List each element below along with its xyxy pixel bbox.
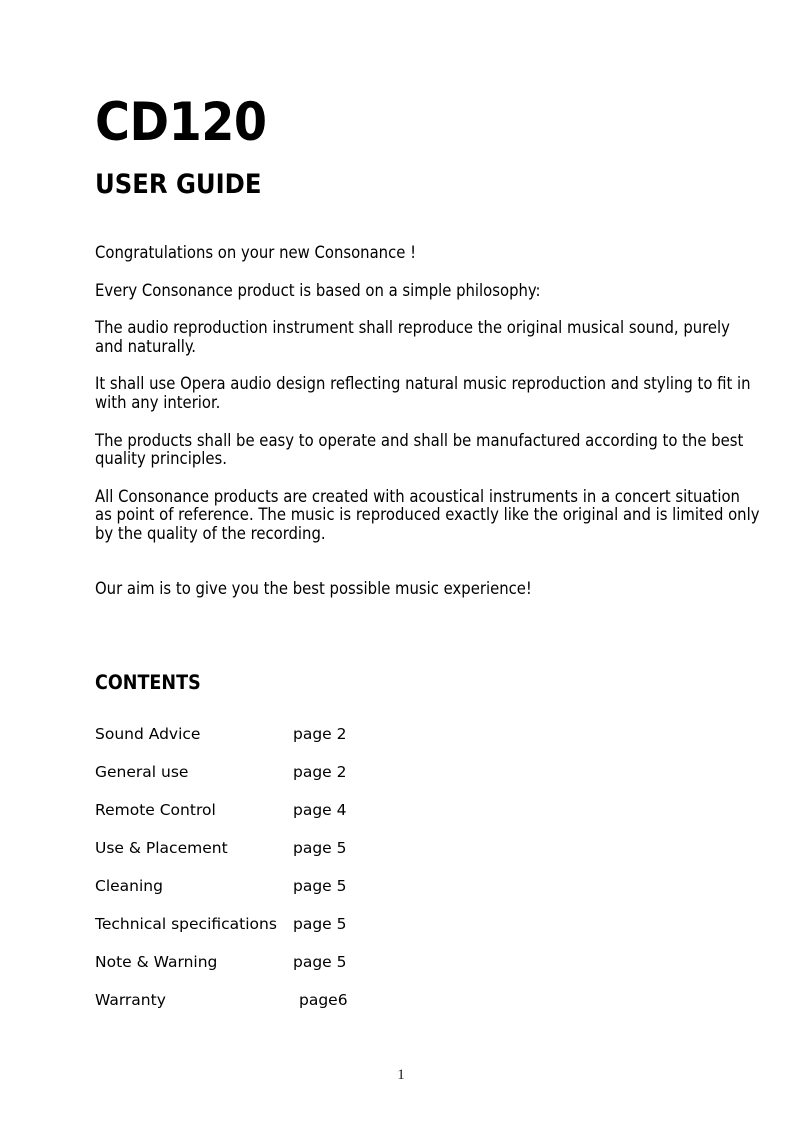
- contents-entry: [95, 905, 760, 943]
- contents-entry-page: page 4: [293, 800, 347, 819]
- footer-page-number: 1: [397, 1067, 405, 1083]
- contents-entry: [95, 943, 760, 981]
- contents-entry: [95, 829, 760, 867]
- contents-entry-page: page 2: [293, 724, 347, 743]
- contents-entry-label: Sound Advice: [95, 724, 201, 743]
- contents-entry: [95, 715, 760, 753]
- intro-paragraph: Congratulations on your new Consonance !: [95, 243, 417, 262]
- contents-entry-label: General use: [95, 762, 189, 781]
- page-title: CD120: [95, 92, 267, 153]
- intro-paragraph: The audio reproduction instrument shall reproduce the original musical sound, purely and naturally.: [95, 318, 730, 356]
- intro-paragraph: The products shall be easy to operate and shall be manufactured according to the best quality principles.: [95, 430, 744, 469]
- contents-entry-label: Note & Warning: [95, 952, 218, 971]
- page-content: [95, 0, 760, 1019]
- intro-closing-paragraph: Our aim is to give you the best possible music experience!: [95, 578, 532, 598]
- intro-section: [95, 198, 760, 598]
- contents-entry-label: Technical specifications: [95, 914, 277, 933]
- contents-list: [95, 693, 760, 1019]
- intro-paragraph: It shall use Opera audio design reflecting natural music reproduction and styling to fit in with any interior.: [95, 374, 751, 412]
- contents-entry-label: Warranty: [95, 990, 166, 1009]
- contents-entry: [95, 981, 760, 1019]
- document-subtitle: USER GUIDE: [95, 169, 262, 200]
- contents-entry: [95, 791, 760, 829]
- contents-entry-page: page 5: [293, 838, 347, 857]
- contents-entry-page: page 5: [293, 952, 347, 971]
- intro-paragraph: Every Consonance product is based on a simple philosophy:: [95, 280, 541, 300]
- contents-entry-label: Cleaning: [95, 876, 163, 895]
- contents-heading: CONTENTS: [95, 671, 201, 695]
- contents-entry-page: page 5: [293, 914, 347, 933]
- contents-entry: [95, 753, 760, 791]
- contents-entry-label: Remote Control: [95, 800, 216, 819]
- contents-entry-page: page 2: [293, 762, 347, 781]
- intro-paragraph: All Consonance products are created with acoustical instruments in a concert situation as point of reference. The music is reproduced exactly like the original and is limited only by the quality of the recording.: [95, 486, 760, 543]
- contents-entry: [95, 867, 760, 905]
- contents-entry-page: page6: [299, 990, 348, 1009]
- contents-entry-page: page 5: [293, 876, 347, 895]
- contents-entry-label: Use & Placement: [95, 838, 228, 857]
